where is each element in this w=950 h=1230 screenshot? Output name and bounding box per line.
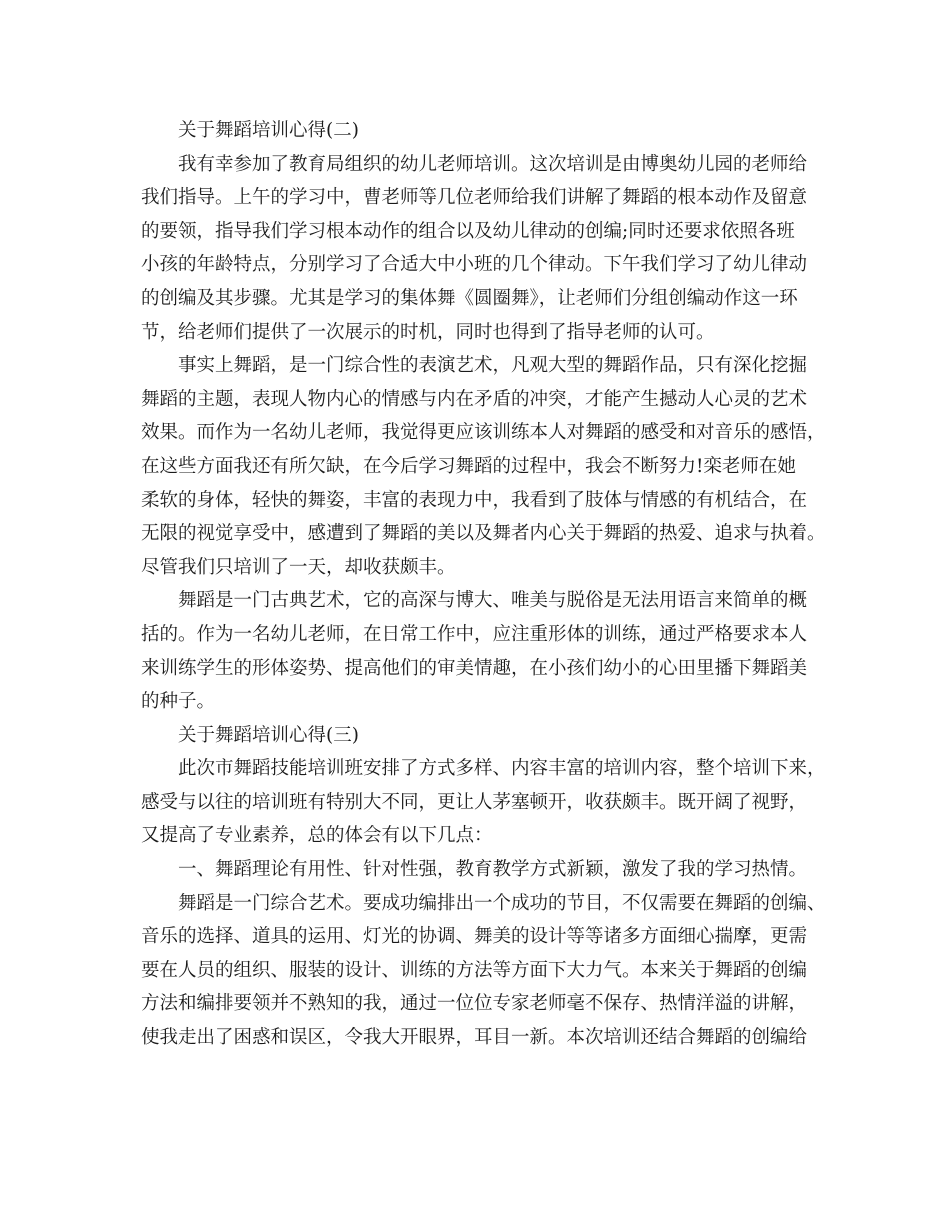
text-line: 的要领，指导我们学习根本动作的组合以及幼儿律动的创编;同时还要求依照各班 (141, 220, 795, 242)
text-line: 舞蹈的主题，表现人物内心的情感与内在矛盾的冲突，才能产生撼动人心灵的艺术 (141, 388, 808, 410)
text-line: 舞蹈是一门古典艺术，它的高深与博大、唯美与脱俗是无法用语言来简单的概 (178, 590, 808, 612)
text-line: 的创编及其步骤。尤其是学习的集体舞《圆圈舞》，让老师们分组创编动作这一环 (141, 287, 798, 309)
text-line: 效果。而作为一名幼儿老师，我觉得更应该训练本人对舞蹈的感受和对音乐的感悟， (141, 422, 826, 444)
text-line: 关于舞蹈培训心得(二) (178, 120, 359, 141)
text-line: 使我走出了困惑和误区，令我大开眼界，耳目一新。本次培训还结合舞蹈的创编给 (141, 1027, 808, 1049)
text-line: 一、舞蹈理论有用性、针对性强，教育教学方式新颖，激发了我的学习热情。 (178, 859, 808, 881)
text-line: 方法和编排要领并不熟知的我，通过一位位专家老师毫不保存、热情洋溢的讲解， (141, 993, 808, 1015)
text-line: 关于舞蹈培训心得(三) (178, 724, 359, 746)
text-line: 柔软的身体，轻快的舞姿，丰富的表现力中，我看到了肢体与情感的有机结合，在 (141, 489, 808, 511)
text-line: 来训练学生的形体姿势、提高他们的审美情趣，在小孩们幼小的心田里播下舞蹈美 (141, 657, 808, 679)
text-line: 事实上舞蹈，是一门综合性的表演艺术，凡观大型的舞蹈作品，只有深化挖掘 (178, 355, 808, 377)
text-line: 尽管我们只培训了一天，却收获颇丰。 (141, 556, 456, 578)
document-body (141, 114, 826, 1055)
text-line: 我有幸参加了教育局组织的幼儿老师培训。这次培训是由博奥幼儿园的老师给 (178, 153, 808, 175)
text-line: 音乐的选择、道具的运用、灯光的协调、舞美的设计等等诸多方面细心揣摩，更需 (141, 926, 808, 948)
text-line: 无限的视觉享受中，感遭到了舞蹈的美以及舞者内心关于舞蹈的热爱、追求与执着。 (141, 523, 826, 545)
text-line: 感受与以往的培训班有特别大不同，更让人茅塞顿开，收获颇丰。既开阔了视野， (141, 791, 808, 813)
text-line: 此次市舞蹈技能培训班安排了方式多样、内容丰富的培训内容，整个培训下来， (178, 758, 826, 780)
text-line: 又提高了专业素养，总的体会有以下几点： (141, 825, 493, 847)
text-line: 在这些方面我还有所欠缺，在今后学习舞蹈的过程中，我会不断努力!栾老师在她 (141, 455, 796, 477)
text-line: 小孩的年龄特点，分别学习了合适大中小班的几个律动。下午我们学习了幼儿律动 (141, 254, 808, 276)
text-line: 括的。作为一名幼儿老师，在日常工作中，应注重形体的训练，通过严格要求本人 (141, 623, 808, 645)
text-line: 我们指导。上午的学习中，曹老师等几位老师给我们讲解了舞蹈的根本动作及留意 (141, 187, 808, 209)
text-line: 的种子。 (141, 691, 216, 713)
text-line: 要在人员的组织、服装的设计、训练的方法等方面下大力气。本来关于舞蹈的创编 (141, 959, 808, 981)
text-line: 节，给老师们提供了一次展示的时机，同时也得到了指导老师的认可。 (141, 321, 715, 343)
text-line: 舞蹈是一门综合艺术。要成功编排出一个成功的节目，不仅需要在舞蹈的创编、 (178, 892, 826, 914)
